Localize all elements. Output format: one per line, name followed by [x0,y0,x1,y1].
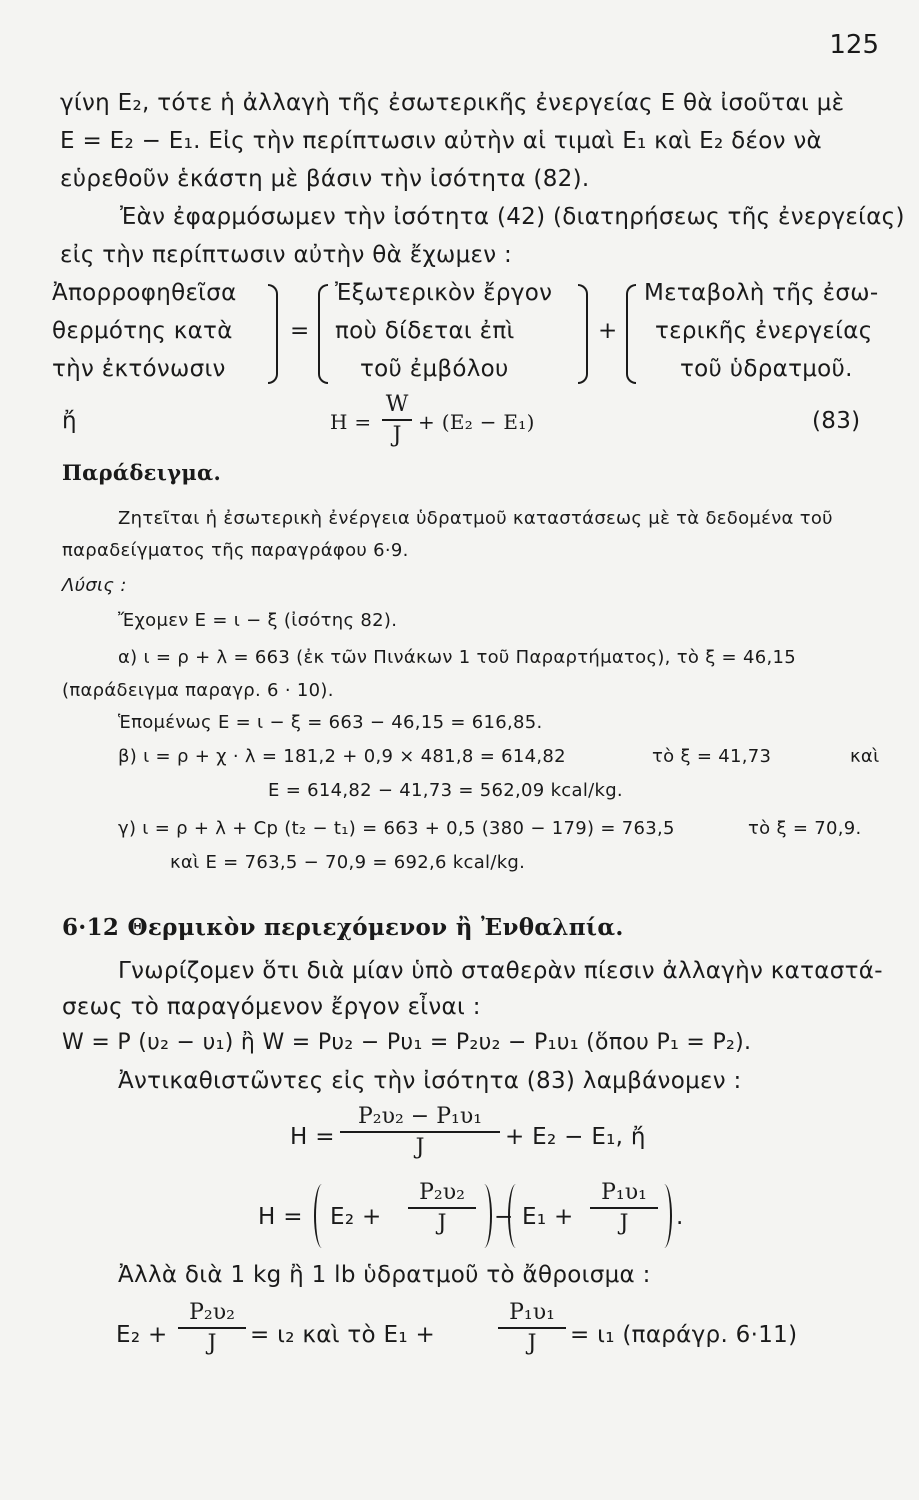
numerator: P₁υ₁ [498,1300,566,1329]
text-line: παραδείγματος τῆς παραγράφου 6·9. [62,540,409,561]
brace-right-line: Μεταβολὴ τῆς ἐσω- [644,280,879,306]
text-line: Ζητεῖται ἡ ἐσωτερικὴ ἐνέργεια ὑδρατμοῦ καταστάσεως μὲ τὰ δεδομένα τοῦ [118,508,833,529]
eq-term: E₂ + [330,1204,382,1230]
numerator: P₁υ₁ [590,1180,658,1209]
text-line: εἰς τὴν περίπτωσιν αὐτὴν θὰ ἔχωμεν : [60,242,513,268]
fraction [408,1180,476,1236]
eq-term: E₂ + [116,1322,168,1348]
numerator: W [382,392,412,421]
plus-sign: + [598,318,618,344]
section-heading: 6·12 Θερμικὸν περιεχόμενον ἢ Ἐνθαλπία. [62,914,624,941]
equals-sign: = [290,318,310,344]
right-paren [476,1184,492,1248]
eq-lhs: H = [258,1204,303,1230]
denominator: J [207,1331,217,1356]
text-line: (παράδειγμα παραγρ. 6 · 10). [62,680,334,701]
denominator: J [619,1211,629,1236]
text-line: γίνη E₂, τότε ἡ ἀλλαγὴ τῆς ἐσωτερικῆς ἐνεργείας E θὰ ἰσοῦται μὲ [60,90,845,116]
bracket [626,284,636,384]
eq-lhs: H = [290,1124,335,1150]
brace-left-line: τὴν ἐκτόνωσιν [52,356,226,382]
brace-middle-line: τοῦ ἐμβόλου [360,356,509,382]
eq-rest: + E₂ − E₁, ἤ [505,1124,646,1150]
left-paren [314,1184,330,1248]
eq-term: E₁ + [522,1204,574,1230]
text-line: γ) ι = ρ + λ + Cp (t₂ − t₁) = 663 + 0,5 (380 − 179) = 763,5 [118,818,675,839]
brace-middle-line: Ἐξωτερικὸν ἔργον [335,280,553,306]
fraction [590,1180,658,1236]
brace-left-line: Ἀπορροφηθεῖσα [52,280,237,306]
denominator: J [415,1135,425,1160]
brace-right-line: τοῦ ὑδρατμοῦ. [680,356,853,382]
text-line: ἤ [62,408,77,434]
denominator: J [527,1331,537,1356]
right-paren [656,1184,672,1248]
brace-right-line: τερικῆς ἐνεργείας [655,318,873,344]
denominator: J [437,1211,447,1236]
bracket [318,284,328,384]
numerator: P₂υ₂ − P₁υ₁ [340,1104,500,1133]
brace-left-line: θερμότης κατὰ [52,318,233,344]
bracket [578,284,588,384]
example-heading: Παράδειγμα. [62,460,222,485]
eq-rest: + (E₂ − E₁) [418,410,535,434]
text-line: τὸ ξ = 70,9. [748,818,862,839]
denominator: J [392,423,402,448]
minus-sign: − [494,1204,514,1230]
eq-lhs: H = [330,410,372,434]
text-line: β) ι = ρ + χ · λ = 181,2 + 0,9 × 481,8 = 614,82 [118,746,566,767]
text-line: Γνωρίζομεν ὅτι διὰ μίαν ὑπὸ σταθερὰν πίεσιν ἀλλαγὴν καταστά- [118,958,883,984]
text-line: Ἀντικαθιστῶντες εἰς τὴν ἰσότητα (83) λαμβάνομεν : [118,1068,742,1094]
text-line: τὸ ξ = 41,73 [652,746,772,767]
page-number: 125 [829,30,879,60]
text-line: E = 614,82 − 41,73 = 562,09 kcal/kg. [268,780,623,801]
numerator: P₂υ₂ [178,1300,246,1329]
text-line: E = E₂ − E₁. Εἰς τὴν περίπτωσιν αὐτὴν αἱ τιμαὶ E₁ καὶ E₂ δέον νὰ [60,128,822,154]
text-line: Ἔχομεν E = ι − ξ (ἰσότης 82). [118,610,398,631]
text-line: καὶ E = 763,5 − 70,9 = 692,6 kcal/kg. [170,852,526,873]
text-line: α) ι = ρ + λ = 663 (ἐκ τῶν Πινάκων 1 τοῦ Παραρτήματος), τὸ ξ = 46,15 [118,647,796,668]
fraction [382,392,412,448]
period: . [676,1204,684,1230]
text-line: καὶ [850,746,880,767]
text-line: Ἐὰν ἐφαρμόσωμεν τὴν ἰσότητα (42) (διατηρήσεως τῆς ἐνεργείας) [120,204,905,230]
text-line: Ἀλλὰ διὰ 1 kg ἢ 1 lb ὑδρατμοῦ τὸ ἄθροισμα : [118,1262,651,1288]
fraction [498,1300,566,1356]
brace-middle-line: ποὺ δίδεται ἐπὶ [335,318,515,344]
fraction [178,1300,246,1356]
numerator: P₂υ₂ [408,1180,476,1209]
fraction [340,1104,500,1160]
eq-term: = ι₂ καὶ τὸ E₁ + [250,1322,436,1348]
text-line: Ἑπομένως E = ι − ξ = 663 − 46,15 = 616,85. [118,712,543,733]
eq-term: = ι₁ (παράγρ. 6·11) [570,1322,798,1348]
text-line: εὑρεθοῦν ἑκάστη μὲ βάσιν τὴν ἰσότητα (82). [60,166,590,192]
solution-label: Λύσις : [62,575,127,596]
text-line: σεως τὸ παραγόμενον ἔργον εἶναι : [62,994,481,1020]
bracket [268,284,278,384]
text-line: W = P (υ₂ − υ₁) ἢ W = Pυ₂ − Pυ₁ = P₂υ₂ − P₁υ₁ (ὅπου P₁ = P₂). [62,1030,752,1055]
equation-label: (83) [812,408,861,434]
